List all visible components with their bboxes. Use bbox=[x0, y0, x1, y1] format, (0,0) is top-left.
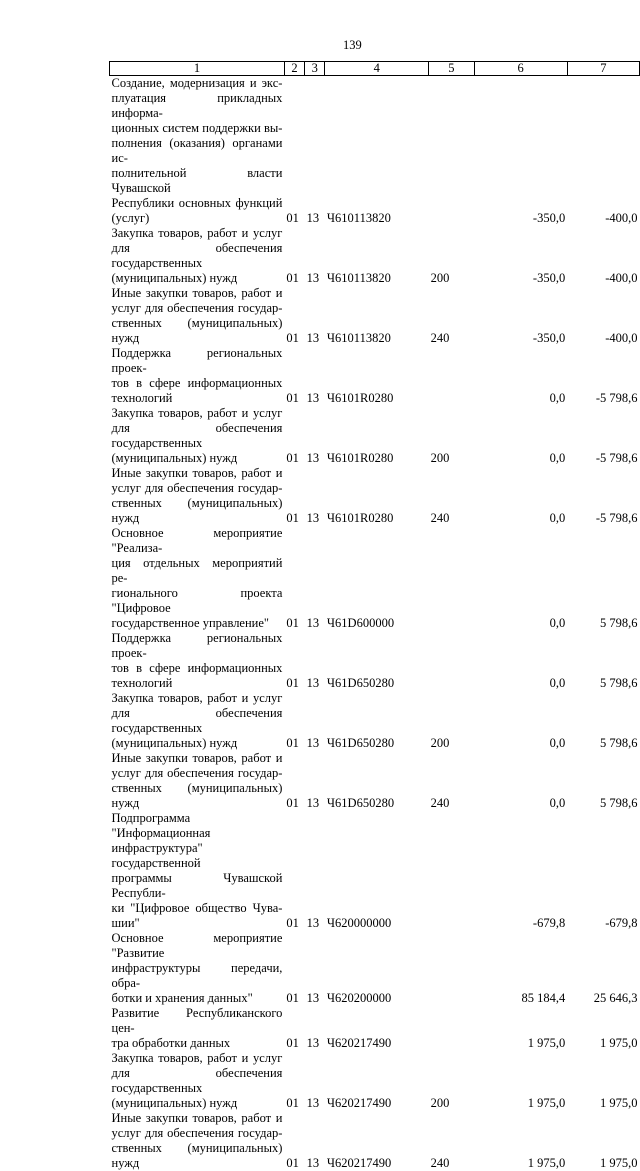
expense-type-code bbox=[429, 526, 475, 631]
row-name-line: Закупка товаров, работ и услуг bbox=[112, 226, 283, 241]
amount-year-2: 1 975,0 bbox=[567, 1051, 639, 1111]
amount-year-2: 1 975,0 bbox=[567, 1006, 639, 1051]
amount-year-1: -350,0 bbox=[474, 226, 567, 286]
row-name-line: Создание, модернизация и экс- bbox=[112, 76, 283, 91]
section-code: 01 bbox=[284, 751, 304, 811]
row-name-line: ция отдельных мероприятий ре- bbox=[112, 556, 283, 586]
row-name-line: программы Чувашской Республи- bbox=[112, 871, 283, 901]
row-name bbox=[110, 811, 285, 931]
amount-year-1: 1 975,0 bbox=[474, 1051, 567, 1111]
expense-type-code: 200 bbox=[429, 226, 475, 286]
header-row bbox=[110, 62, 640, 76]
target-article-code: Ч620217490 bbox=[325, 1111, 429, 1171]
row-name bbox=[110, 286, 285, 346]
row-name-line: Закупка товаров, работ и услуг bbox=[112, 1051, 283, 1066]
row-name bbox=[110, 406, 285, 466]
row-name bbox=[110, 1051, 285, 1111]
target-article-code: Ч610113820 bbox=[325, 76, 429, 227]
budget-table bbox=[109, 61, 640, 1171]
subsection-code: 13 bbox=[305, 1051, 325, 1111]
section-code: 01 bbox=[284, 346, 304, 406]
subsection-code: 13 bbox=[305, 811, 325, 931]
amount-year-1: 0,0 bbox=[474, 526, 567, 631]
row-name-line: полнительной власти Чувашской bbox=[112, 166, 283, 196]
table-row bbox=[110, 406, 640, 466]
row-name-line: Республики основных функций bbox=[112, 196, 283, 211]
row-name-line: инфраструктура" государственной bbox=[112, 841, 283, 871]
row-name bbox=[110, 466, 285, 526]
row-name-line: Иные закупки товаров, работ и bbox=[112, 751, 283, 766]
table-row bbox=[110, 691, 640, 751]
row-name-line: Развитие Республиканского цен- bbox=[112, 1006, 283, 1036]
row-name-line: тра обработки данных bbox=[112, 1036, 283, 1051]
expense-type-code bbox=[429, 346, 475, 406]
header-cell: 2 bbox=[284, 62, 304, 76]
amount-year-2: 5 798,6 bbox=[567, 751, 639, 811]
section-code: 01 bbox=[284, 406, 304, 466]
target-article-code: Ч620000000 bbox=[325, 811, 429, 931]
header-cell: 3 bbox=[305, 62, 325, 76]
table-row bbox=[110, 811, 640, 931]
row-name bbox=[110, 751, 285, 811]
subsection-code: 13 bbox=[305, 406, 325, 466]
expense-type-code: 240 bbox=[429, 286, 475, 346]
amount-year-2: -679,8 bbox=[567, 811, 639, 931]
row-name-line: ботки и хранения данных" bbox=[112, 991, 283, 1006]
row-name-line: ки "Цифровое общество Чува- bbox=[112, 901, 283, 916]
row-name-line: ственных (муниципальных) нужд bbox=[112, 781, 283, 811]
expense-type-code: 240 bbox=[429, 751, 475, 811]
table-row bbox=[110, 931, 640, 1006]
subsection-code: 13 bbox=[305, 751, 325, 811]
expense-type-code bbox=[429, 631, 475, 691]
row-name-line: Основное мероприятие "Реализа- bbox=[112, 526, 283, 556]
amount-year-2: -400,0 bbox=[567, 76, 639, 227]
amount-year-1: 1 975,0 bbox=[474, 1006, 567, 1051]
target-article-code: Ч610113820 bbox=[325, 286, 429, 346]
section-code: 01 bbox=[284, 811, 304, 931]
row-name-line: ственных (муниципальных) нужд bbox=[112, 496, 283, 526]
section-code: 01 bbox=[284, 286, 304, 346]
target-article-code: Ч6101R0280 bbox=[325, 466, 429, 526]
expense-type-code: 200 bbox=[429, 406, 475, 466]
target-article-code: Ч6101R0280 bbox=[325, 406, 429, 466]
row-name-line: тов в сфере информационных bbox=[112, 376, 283, 391]
table-row bbox=[110, 226, 640, 286]
expense-type-code: 200 bbox=[429, 691, 475, 751]
row-name-line: Иные закупки товаров, работ и bbox=[112, 466, 283, 481]
header-cell: 6 bbox=[474, 62, 567, 76]
table-row bbox=[110, 1051, 640, 1111]
target-article-code: Ч61D650280 bbox=[325, 631, 429, 691]
amount-year-1: 0,0 bbox=[474, 691, 567, 751]
expense-type-code bbox=[429, 931, 475, 1006]
amount-year-1: 85 184,4 bbox=[474, 931, 567, 1006]
row-name-line: Закупка товаров, работ и услуг bbox=[112, 691, 283, 706]
row-name-line: услуг для обеспечения государ- bbox=[112, 1126, 283, 1141]
amount-year-1: 1 975,0 bbox=[474, 1111, 567, 1171]
amount-year-1: -679,8 bbox=[474, 811, 567, 931]
table-row bbox=[110, 1111, 640, 1171]
amount-year-1: 0,0 bbox=[474, 346, 567, 406]
row-name-line: (муниципальных) нужд bbox=[112, 736, 283, 751]
table-row bbox=[110, 751, 640, 811]
row-name-line: услуг для обеспечения государ- bbox=[112, 301, 283, 316]
row-name-line: тов в сфере информационных bbox=[112, 661, 283, 676]
target-article-code: Ч61D650280 bbox=[325, 691, 429, 751]
row-name-line: (муниципальных) нужд bbox=[112, 271, 283, 286]
subsection-code: 13 bbox=[305, 1111, 325, 1171]
header-cell: 5 bbox=[429, 62, 475, 76]
row-name-line: государственное управление" bbox=[112, 616, 283, 631]
row-name-line: Иные закупки товаров, работ и bbox=[112, 286, 283, 301]
row-name bbox=[110, 76, 285, 227]
row-name-line: инфраструктуры передачи, обра- bbox=[112, 961, 283, 991]
target-article-code: Ч6101R0280 bbox=[325, 346, 429, 406]
row-name bbox=[110, 631, 285, 691]
section-code: 01 bbox=[284, 1051, 304, 1111]
table-row bbox=[110, 286, 640, 346]
target-article-code: Ч61D600000 bbox=[325, 526, 429, 631]
target-article-code: Ч620200000 bbox=[325, 931, 429, 1006]
row-name-line: для обеспечения государственных bbox=[112, 706, 283, 736]
amount-year-2: -5 798,6 bbox=[567, 406, 639, 466]
section-code: 01 bbox=[284, 631, 304, 691]
row-name bbox=[110, 1111, 285, 1171]
subsection-code: 13 bbox=[305, 286, 325, 346]
row-name-line: ционных систем поддержки вы- bbox=[112, 121, 283, 136]
amount-year-1: 0,0 bbox=[474, 406, 567, 466]
subsection-code: 13 bbox=[305, 631, 325, 691]
table-row bbox=[110, 346, 640, 406]
row-name-line: ственных (муниципальных) нужд bbox=[112, 1141, 283, 1171]
row-name-line: (муниципальных) нужд bbox=[112, 1096, 283, 1111]
table-body bbox=[110, 76, 640, 1171]
section-code: 01 bbox=[284, 931, 304, 1006]
target-article-code: Ч620217490 bbox=[325, 1051, 429, 1111]
row-name-line: полнения (оказания) органами ис- bbox=[112, 136, 283, 166]
row-name-line: технологий bbox=[112, 391, 283, 406]
row-name-line: услуг для обеспечения государ- bbox=[112, 766, 283, 781]
row-name-line: шии" bbox=[112, 916, 283, 931]
row-name bbox=[110, 226, 285, 286]
subsection-code: 13 bbox=[305, 691, 325, 751]
table-row bbox=[110, 1006, 640, 1051]
row-name bbox=[110, 691, 285, 751]
subsection-code: 13 bbox=[305, 346, 325, 406]
subsection-code: 13 bbox=[305, 226, 325, 286]
row-name-line: для обеспечения государственных bbox=[112, 421, 283, 451]
subsection-code: 13 bbox=[305, 466, 325, 526]
table-row bbox=[110, 526, 640, 631]
row-name bbox=[110, 526, 285, 631]
row-name bbox=[110, 931, 285, 1006]
row-name-line: для обеспечения государственных bbox=[112, 1066, 283, 1096]
row-name bbox=[110, 346, 285, 406]
row-name-line: Основное мероприятие "Развитие bbox=[112, 931, 283, 961]
row-name bbox=[110, 1006, 285, 1051]
amount-year-1: 0,0 bbox=[474, 631, 567, 691]
section-code: 01 bbox=[284, 76, 304, 227]
section-code: 01 bbox=[284, 226, 304, 286]
row-name-line: гионального проекта "Цифровое bbox=[112, 586, 283, 616]
amount-year-2: 25 646,3 bbox=[567, 931, 639, 1006]
row-name-line: услуг для обеспечения государ- bbox=[112, 481, 283, 496]
expense-type-code bbox=[429, 1006, 475, 1051]
amount-year-1: 0,0 bbox=[474, 751, 567, 811]
expense-type-code: 240 bbox=[429, 1111, 475, 1171]
table-row bbox=[110, 76, 640, 227]
row-name-line: Поддержка региональных проек- bbox=[112, 631, 283, 661]
section-code: 01 bbox=[284, 526, 304, 631]
expense-type-code bbox=[429, 811, 475, 931]
target-article-code: Ч61D650280 bbox=[325, 751, 429, 811]
table-row bbox=[110, 466, 640, 526]
subsection-code: 13 bbox=[305, 526, 325, 631]
amount-year-2: 1 975,0 bbox=[567, 1111, 639, 1171]
amount-year-2: -5 798,6 bbox=[567, 466, 639, 526]
header-cell: 7 bbox=[567, 62, 639, 76]
subsection-code: 13 bbox=[305, 1006, 325, 1051]
expense-type-code: 240 bbox=[429, 466, 475, 526]
row-name-line: (муниципальных) нужд bbox=[112, 451, 283, 466]
target-article-code: Ч610113820 bbox=[325, 226, 429, 286]
row-name-line: Закупка товаров, работ и услуг bbox=[112, 406, 283, 421]
section-code: 01 bbox=[284, 466, 304, 526]
row-name-line: технологий bbox=[112, 676, 283, 691]
amount-year-1: -350,0 bbox=[474, 76, 567, 227]
amount-year-2: -400,0 bbox=[567, 226, 639, 286]
subsection-code: 13 bbox=[305, 931, 325, 1006]
amount-year-2: 5 798,6 bbox=[567, 631, 639, 691]
header-cell: 4 bbox=[325, 62, 429, 76]
row-name-line: Поддержка региональных проек- bbox=[112, 346, 283, 376]
amount-year-2: 5 798,6 bbox=[567, 526, 639, 631]
row-name-line: Иные закупки товаров, работ и bbox=[112, 1111, 283, 1126]
expense-type-code bbox=[429, 76, 475, 227]
amount-year-1: -350,0 bbox=[474, 286, 567, 346]
amount-year-2: -5 798,6 bbox=[567, 346, 639, 406]
subsection-code: 13 bbox=[305, 76, 325, 227]
target-article-code: Ч620217490 bbox=[325, 1006, 429, 1051]
amount-year-2: -400,0 bbox=[567, 286, 639, 346]
expense-type-code: 200 bbox=[429, 1051, 475, 1111]
row-name-line: плуатация прикладных информа- bbox=[112, 91, 283, 121]
amount-year-2: 5 798,6 bbox=[567, 691, 639, 751]
row-name-line: ственных (муниципальных) нужд bbox=[112, 316, 283, 346]
row-name-line: (услуг) bbox=[112, 211, 283, 226]
header-cell: 1 bbox=[110, 62, 285, 76]
row-name-line: Подпрограмма "Информационная bbox=[112, 811, 283, 841]
section-code: 01 bbox=[284, 1006, 304, 1051]
amount-year-1: 0,0 bbox=[474, 466, 567, 526]
section-code: 01 bbox=[284, 691, 304, 751]
page-number: 139 bbox=[0, 38, 640, 53]
section-code: 01 bbox=[284, 1111, 304, 1171]
table-row bbox=[110, 631, 640, 691]
row-name-line: для обеспечения государственных bbox=[112, 241, 283, 271]
